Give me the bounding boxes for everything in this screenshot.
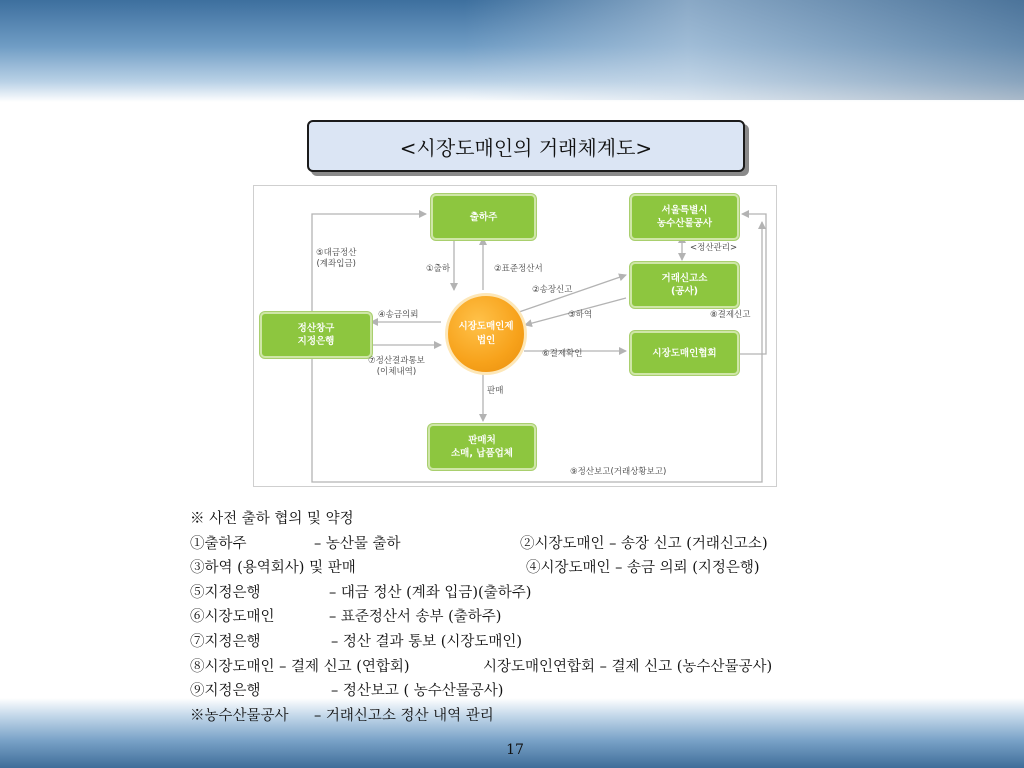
label-standard-statement: ②표준정산서 bbox=[494, 264, 543, 274]
diagram-title: <시장도매인의 거래체계도> bbox=[307, 120, 745, 172]
note-col-a: ⑥시장도매인 bbox=[190, 609, 275, 626]
trade-system-diagram bbox=[253, 185, 777, 487]
node-center-line1: 시장도매인제 bbox=[458, 321, 514, 332]
label-settlement-notice bbox=[368, 356, 425, 378]
note-col-a: ※ 사전 출하 협의 및 약정 bbox=[190, 511, 354, 527]
node-shipper bbox=[431, 194, 536, 240]
label-payment-confirm: ⑥결제확인 bbox=[542, 349, 583, 359]
note-col-b: – 거래신고소 정산 내역 관리 bbox=[314, 707, 494, 724]
node-bank-line2: 지정은행 bbox=[297, 336, 335, 347]
node-shipper-label: 출하주 bbox=[469, 211, 498, 223]
label-payment-settlement bbox=[316, 248, 356, 270]
node-center-line2: 법인 bbox=[476, 335, 496, 346]
label-settlement-notice-line1: ⑦정산결과통보 bbox=[368, 356, 425, 366]
node-report-line1: 거래신고소 bbox=[661, 273, 708, 284]
node-bank bbox=[260, 312, 372, 358]
page-number: 17 bbox=[506, 742, 524, 758]
note-col-c: 시장도매인연합회 – 결제 신고 (농수산물공사) bbox=[483, 658, 773, 675]
node-seoul-line1: 서울특별시 bbox=[661, 205, 708, 216]
note-col-a: ③하역 (용역회사) 및 판매 bbox=[190, 560, 356, 577]
label-unloading: ③하역 bbox=[568, 310, 593, 320]
note-col-b: – 농산물 출하 bbox=[314, 535, 401, 552]
node-retail bbox=[428, 424, 536, 470]
top-banner-photo bbox=[0, 0, 1024, 102]
label-payment-report: ⑧결제신고 bbox=[710, 310, 751, 320]
note-col-a: ⑨지정은행 bbox=[190, 683, 261, 700]
note-col-a: ⑧시장도매인 – 결제 신고 (연합회) bbox=[190, 658, 410, 675]
node-market-wholesaler bbox=[445, 293, 527, 375]
note-col-a: ⑤지정은행 bbox=[190, 584, 261, 601]
note-col-a: ※농수산물공사 bbox=[190, 707, 289, 724]
note-col-b: – 대금 정산 (계좌 입금)(출하주) bbox=[329, 584, 532, 601]
label-settlement-notice-line2: (이체내역) bbox=[376, 367, 417, 377]
node-association-label: 시장도매인협회 bbox=[652, 347, 717, 359]
label-invoice-report: ②송장신고 bbox=[532, 285, 573, 295]
note-col-b: – 표준정산서 송부 (출하주) bbox=[329, 609, 502, 626]
label-settlement-mgmt: <정산관리> bbox=[690, 243, 738, 253]
label-sale: 판매 bbox=[487, 386, 504, 396]
label-remittance-request: ④송금의뢰 bbox=[378, 310, 419, 320]
note-col-a: ⑦지정은행 bbox=[190, 633, 261, 650]
note-col-b: – 정산 결과 통보 (시장도매인) bbox=[331, 633, 523, 650]
label-settlement-report: ⑨정산보고(거래상황보고) bbox=[570, 467, 667, 477]
label-payment-settlement-line2: (계좌입금) bbox=[316, 259, 356, 269]
note-col-a: ①출하주 bbox=[190, 535, 247, 552]
node-seoul-corp bbox=[630, 194, 739, 240]
label-payment-settlement-line1: ⑤대금정산 bbox=[316, 248, 357, 258]
label-shipment: ①출하 bbox=[426, 264, 451, 274]
node-retail-line1: 판매처 bbox=[468, 435, 496, 446]
node-seoul-line2: 농수산물공사 bbox=[656, 218, 713, 229]
node-report-line2: (공사) bbox=[670, 286, 699, 297]
note-col-c: ④시장도매인 – 송금 의뢰 (지정은행) bbox=[526, 560, 760, 577]
node-retail-line2: 소매, 납품업체 bbox=[451, 448, 513, 459]
note-col-c: ②시장도매인 – 송장 신고 (거래신고소) bbox=[520, 535, 768, 552]
node-bank-line1: 정산창구 bbox=[297, 323, 335, 334]
note-col-b: – 정산보고 ( 농수산물공사) bbox=[331, 683, 504, 700]
node-report-office bbox=[630, 262, 739, 308]
node-association bbox=[630, 331, 739, 375]
